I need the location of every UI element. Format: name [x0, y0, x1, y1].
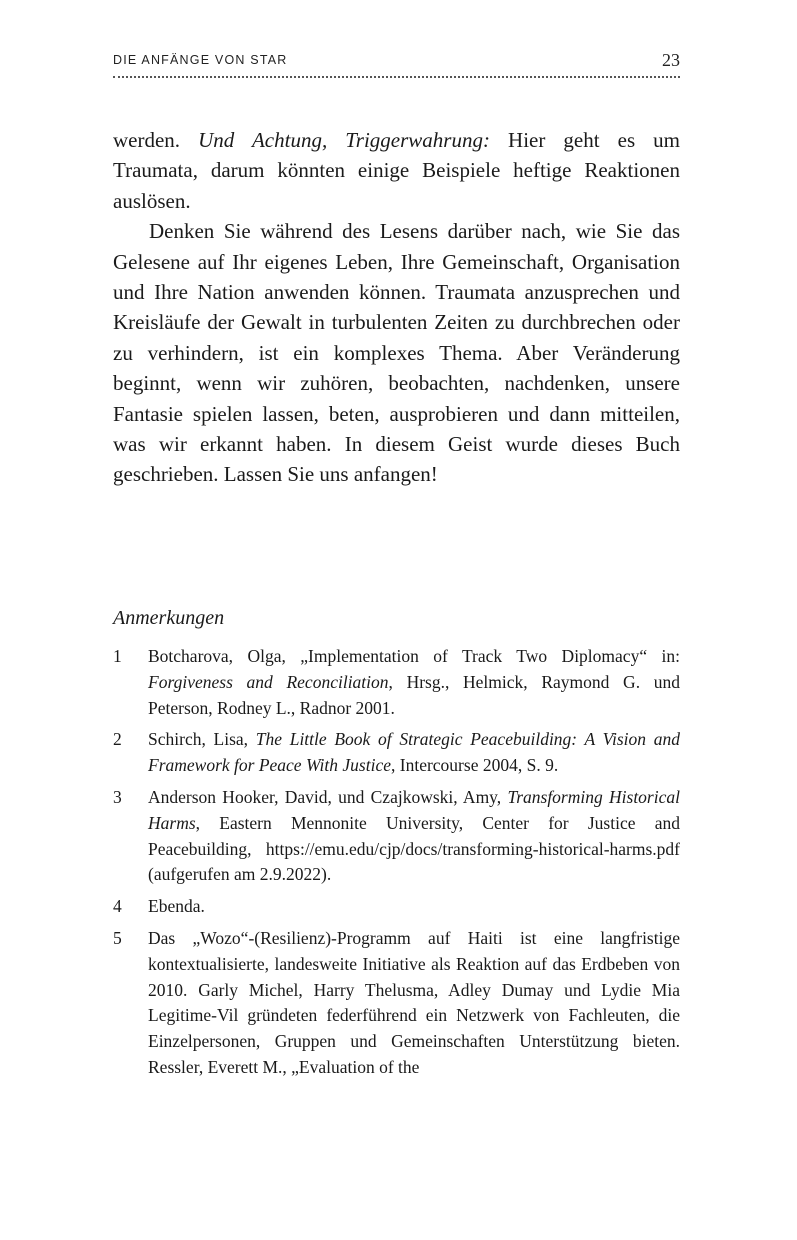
- note-number: 4: [113, 896, 122, 917]
- running-head-title: DIE ANFÄNGE VON STAR: [113, 53, 288, 67]
- note-text: [148, 644, 680, 721]
- note-text: [148, 785, 680, 888]
- note-text-part: , Hrsg., Helmick, Raymond G. und Peterson, Rodney L., Radnor 2001.: [148, 671, 680, 718]
- running-head: [113, 50, 680, 74]
- note-number: 3: [113, 786, 122, 807]
- paragraph-1: [113, 125, 680, 216]
- note-text-part: , Eastern Mennonite University, Center for Justice and Peacebuilding, https://emu.edu/cjp/docs/transforming-historical-harms.pdf (aufgerufen am 2.9.2022).: [148, 812, 680, 885]
- note-item: [113, 727, 680, 779]
- note-number: 5: [113, 927, 122, 948]
- note-text: [148, 894, 680, 920]
- trigger-warning-emphasis: Und Achtung, Triggerwahrung:: [198, 128, 490, 152]
- note-title-italic: Transforming Historical Harms: [148, 786, 680, 833]
- note-item: [113, 644, 680, 721]
- notes-heading: Anmerkungen: [113, 607, 225, 629]
- note-item: [113, 926, 680, 1081]
- note-number: 1: [113, 646, 122, 666]
- note-number: 2: [113, 729, 122, 750]
- notes-list: [113, 644, 680, 1087]
- note-text: [148, 727, 680, 779]
- dotted-divider: [113, 76, 680, 78]
- note-item: [113, 894, 680, 920]
- note-title-italic: The Little Book of Strategic Peacebuilding: A Vision and Framework for Peace With Justice: [148, 729, 680, 776]
- note-text-part: Anderson Hooker, David, und Czajkowski, Amy,: [148, 786, 508, 807]
- note-text-part: Botcharova, Olga, „Implementation of Track Two Diplomacy“ in:: [148, 646, 680, 666]
- note-item: [113, 785, 680, 888]
- note-text-part: Ebenda.: [148, 896, 205, 917]
- note-text-part: Schirch, Lisa,: [148, 729, 256, 750]
- paragraph-2: Denken Sie während des Lesens darüber nach, wie Sie das Gelesene auf Ihr eigenes Leben, Ihre Gemeinschaft, Organisation und Ihre Nation anwenden können. Traumata anzusprechen und Kreisläufe der Gewalt in turbulenten Zeiten zu durchbrechen oder zu verhindern, ist ein komplexes Thema. Aber Veränderung beginnt, wenn wir zuhören, beobachten, nachdenken, unsere Fantasie spielen lassen, beten, ausprobieren und dann mitteilen, was wir erkannt haben. In diesem Geist wurde dieses Buch geschrieben. Lassen Sie uns anfangen!: [113, 219, 680, 487]
- paragraph-1-rest: Hier geht es um Traumata, darum könnten einige Beispiele heftige Reaktionen auslösen.: [113, 128, 681, 213]
- note-text-part: , Intercourse 2004, S. 9.: [391, 755, 559, 776]
- body-text: [113, 125, 680, 490]
- page-number: 23: [662, 50, 680, 70]
- paragraph-1-start: werden.: [113, 128, 199, 152]
- note-title-italic: Forgiveness and Reconciliation: [148, 671, 389, 692]
- note-text-part: Das „Wozo“-(Resilienz)-Programm auf Haiti ist eine langfristige kontextualisierte, landesweite Initiative als Reaktion auf das Erdbeben von 2010. Garly Michel, Harry Thelusma, Adley Dumay und Lydie Mia Legitime-Vil gründeten federführend ein Netzwerk von Fachleuten, die Einzelpersonen, Gruppen und Gemeinschaften Unterstützung bieten. Ressler, Everett M., „Evaluation of the: [148, 927, 680, 1077]
- note-text: [148, 926, 680, 1081]
